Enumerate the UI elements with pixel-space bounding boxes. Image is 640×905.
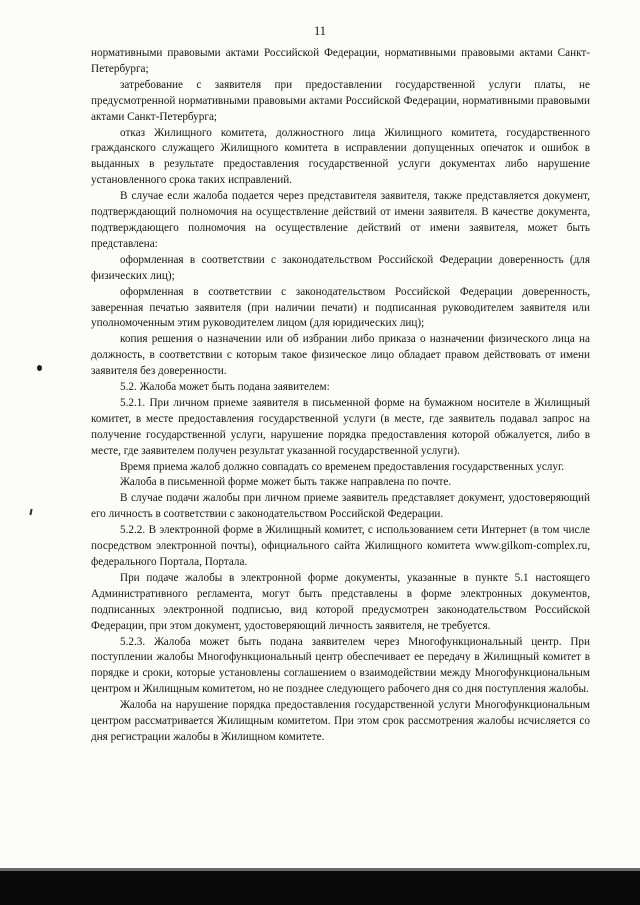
paragraph-correction-refusal: отказ Жилищного комитета, должностного лица Жилищного комитета, государственного гражданского служащего Жилищного комитета в исправлении допущенных опечаток и ошибок в выданных в результате предоставления государственной услуги документах либо нарушение установленного срока таких исправлений. bbox=[91, 126, 590, 187]
paragraph-representative: В случае если жалоба подается через представителя заявителя, также представляется документ, подтверждающий полномочия на осуществление действий от имени заявителя. В качестве документа, подтверждающего полномочия на осуществление действий от имени заявителя, может быть представлена: bbox=[91, 190, 590, 250]
paragraph-power-of-attorney-legal: оформленная в соответствии с законодательством Российской Федерации доверенность, заверенная печатью заявителя (при наличии печати) и подписанная руководителем заявителя или уполномоченным этим руководителем лицом (для юридических лиц); bbox=[91, 285, 590, 330]
paragraph-power-of-attorney-individual: оформленная в соответствии с законодательством Российской Федерации доверенность (для физических лиц); bbox=[91, 253, 590, 282]
body-text bbox=[91, 46, 590, 746]
paragraph-fee-requirement: затребование с заявителя при предоставлении государственной услуги платы, не предусмотренной нормативными правовыми актами Российской Федерации, нормативными правовыми актами Санкт-Петербурга; bbox=[91, 78, 590, 123]
paragraph-electronic-documents: При подаче жалобы в электронной форме документы, указанные в пункте 5.1 настоящего Административного регламента, могут быть представлены в форме электронных документов, подписанных электронной подписью, вид которой предусмотрен законодательством Российской Федерации, при этом документ, удостоверяющий личность заявителя, не требуется. bbox=[91, 571, 590, 632]
paragraph-mfc-complaint: Жалоба на нарушение порядка предоставления государственной услуги Многофункциональным центром рассматривается Жилищным комитетом. При этом срок рассмотрения жалобы исчисляется со дня регистрации жалобы в Жилищном комитете. bbox=[91, 699, 590, 743]
scan-bottom-border bbox=[0, 871, 640, 905]
section-heading-5-2: 5.2. Жалоба может быть подана заявителем: bbox=[120, 381, 330, 394]
paragraph-5-2-2: 5.2.2. В электронной форме в Жилищный комитет, с использованием сети Интернет (в том числе посредством электронной почты), официального сайта Жилищного комитета www.gilkom-complex.ru, федерального Портала, Портала. bbox=[91, 524, 590, 568]
paragraph-by-mail: Жалоба в письменной форме может быть также направлена по почте. bbox=[120, 476, 452, 489]
paragraph-reception-time: Время приема жалоб должно совпадать со временем предоставления государственных услуг. bbox=[120, 460, 565, 473]
page-number: 11 bbox=[313, 24, 327, 38]
paragraph-continuation: нормативными правовыми актами Российской Федерации, нормативными правовыми актами Санкт-Петербурга; bbox=[91, 47, 590, 75]
margin-dot-mark bbox=[37, 365, 42, 371]
paragraph-identity-document: В случае подачи жалобы при личном приеме заявитель представляет документ, удостоверяющий его личность в соответствии с законодательством Российской Федерации. bbox=[91, 492, 590, 521]
paragraph-appointment-decision: копия решения о назначении или об избрании либо приказа о назначении физического лица на должность, в соответствии с которым такое физическое лицо обладает правом действовать от имени заявителя без доверенности. bbox=[91, 333, 590, 378]
paragraph-5-2-3: 5.2.3. Жалоба может быть подана заявителем через Многофункциональный центр. При поступлении жалобы Многофункциональный центр обеспечивает ее передачу в Жилищный комитет в порядке и сроки, которые установлены соглашением о взаимодействии между Многофункциональным центром и Жилищным комитетом, но не позднее следующего рабочего дня со дня поступления жалобы. bbox=[91, 635, 590, 696]
paragraph-5-2-1: 5.2.1. При личном приеме заявителя в письменной форме на бумажном носителе в Жилищный комитет, в месте предоставления государственной услуги (в месте, где заявитель подавал запрос на получение государственной услуги, нарушение порядка предоставления которой обжалуется, либо в месте, где заявителем получен результат указанной государственной услуги). bbox=[91, 396, 590, 457]
margin-tick-mark bbox=[29, 509, 32, 515]
